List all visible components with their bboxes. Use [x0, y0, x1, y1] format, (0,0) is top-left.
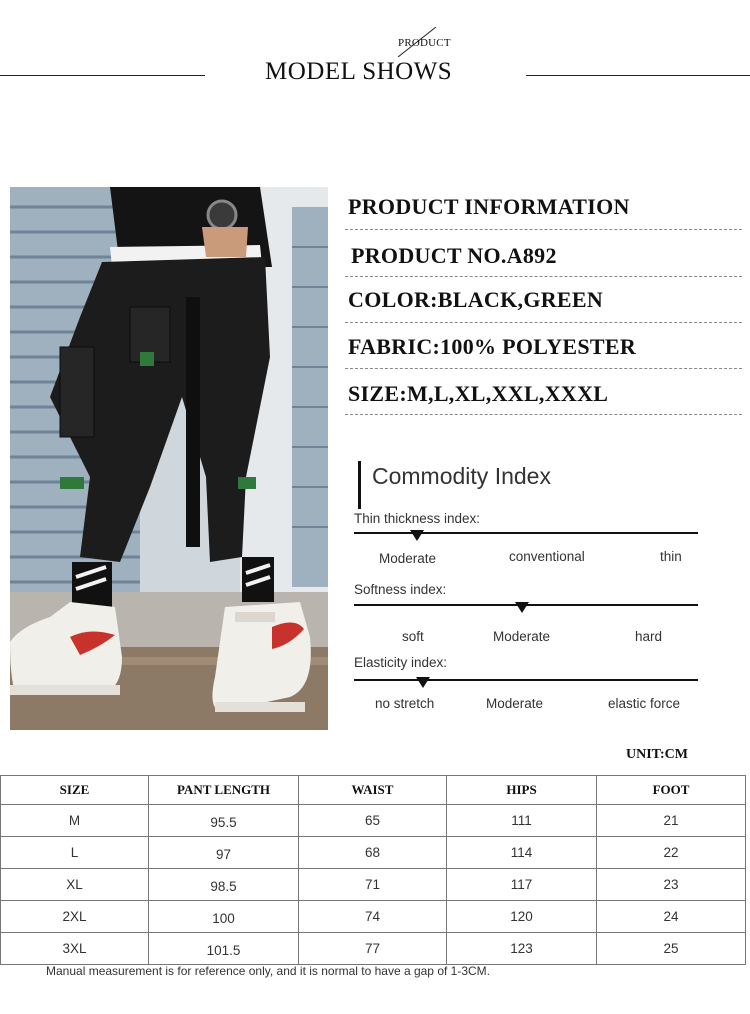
table-cell: 22: [597, 837, 746, 869]
product-fabric: FABRIC:100% POLYESTER: [348, 334, 637, 359]
table-row: [1, 869, 746, 901]
table-cell: L: [1, 837, 149, 869]
unit-label: UNIT:CM: [626, 747, 688, 762]
measurement-note: Manual measurement is for reference only, and it is normal to have a gap of 1-3CM.: [46, 964, 490, 978]
product-info-divider: [345, 368, 742, 369]
elasticity-index-indicator: [416, 677, 430, 688]
table-cell: 123: [447, 933, 597, 965]
elasticity-option: Moderate: [486, 696, 544, 711]
header-rule-right: [526, 75, 750, 76]
commodity-index-title: Commodity Index: [372, 463, 551, 489]
header-subtitle: PRODUCT: [398, 37, 451, 49]
table-cell: 77: [299, 933, 447, 965]
table-cell: XL: [1, 869, 149, 901]
table-cell: 95.5: [149, 805, 299, 837]
table-cell: 23: [597, 869, 746, 901]
table-cell: 114: [447, 837, 597, 869]
elasticity-option: elastic force: [608, 696, 681, 711]
commodity-index-marker-bar: [358, 461, 361, 509]
table-row: [1, 901, 746, 933]
column-header: HIPS: [447, 776, 597, 805]
table-cell: M: [1, 805, 149, 837]
softness-option: soft: [402, 629, 424, 644]
product-info-divider: [345, 414, 742, 415]
elasticity-option: no stretch: [375, 696, 435, 711]
table-row: [1, 933, 746, 965]
product-color: COLOR:BLACK,GREEN: [348, 287, 604, 312]
thickness-option: Moderate: [379, 551, 437, 566]
table-row: [1, 805, 746, 837]
column-header: PANT LENGTH: [149, 776, 299, 805]
product-info-divider: [345, 276, 742, 277]
table-cell: 100: [149, 901, 299, 933]
table-cell: 65: [299, 805, 447, 837]
size-table-header-row: [1, 776, 746, 805]
thickness-option: conventional: [509, 549, 585, 564]
table-cell: 111: [447, 805, 597, 837]
header-title: MODEL SHOWS: [265, 58, 453, 85]
table-cell: 25: [597, 933, 746, 965]
table-cell: 2XL: [1, 901, 149, 933]
column-header: FOOT: [597, 776, 746, 805]
thickness-index-indicator: [410, 530, 424, 541]
elasticity-index-track: [354, 679, 698, 681]
table-cell: 21: [597, 805, 746, 837]
column-header: WAIST: [299, 776, 447, 805]
softness-option: Moderate: [493, 629, 551, 644]
table-cell: 68: [299, 837, 447, 869]
thickness-index-label: Thin thickness index:: [354, 511, 481, 526]
table-cell: 117: [447, 869, 597, 901]
thickness-option: thin: [660, 549, 682, 564]
model-photo: [10, 187, 328, 730]
model-photo-illustration: [10, 187, 328, 730]
product-size: SIZE:M,L,XL,XXL,XXXL: [348, 381, 609, 406]
product-info-heading: PRODUCT INFORMATION: [348, 194, 630, 219]
table-cell: 74: [299, 901, 447, 933]
size-table: [0, 775, 746, 965]
softness-index-indicator: [515, 602, 529, 613]
table-cell: 24: [597, 901, 746, 933]
product-info-divider: [345, 322, 742, 323]
table-cell: 71: [299, 869, 447, 901]
table-cell: 97: [149, 837, 299, 869]
table-row: [1, 837, 746, 869]
softness-option: hard: [635, 629, 663, 644]
product-number: PRODUCT NO.A892: [351, 243, 557, 268]
column-header: SIZE: [1, 776, 149, 805]
thickness-index-track: [354, 532, 698, 534]
table-cell: 98.5: [149, 869, 299, 901]
table-cell: 101.5: [149, 933, 299, 965]
product-info-divider: [345, 229, 742, 230]
softness-index-label: Softness index:: [354, 582, 447, 597]
elasticity-index-label: Elasticity index:: [354, 655, 448, 670]
header-rule-left: [0, 75, 205, 76]
table-cell: 3XL: [1, 933, 149, 965]
table-cell: 120: [447, 901, 597, 933]
